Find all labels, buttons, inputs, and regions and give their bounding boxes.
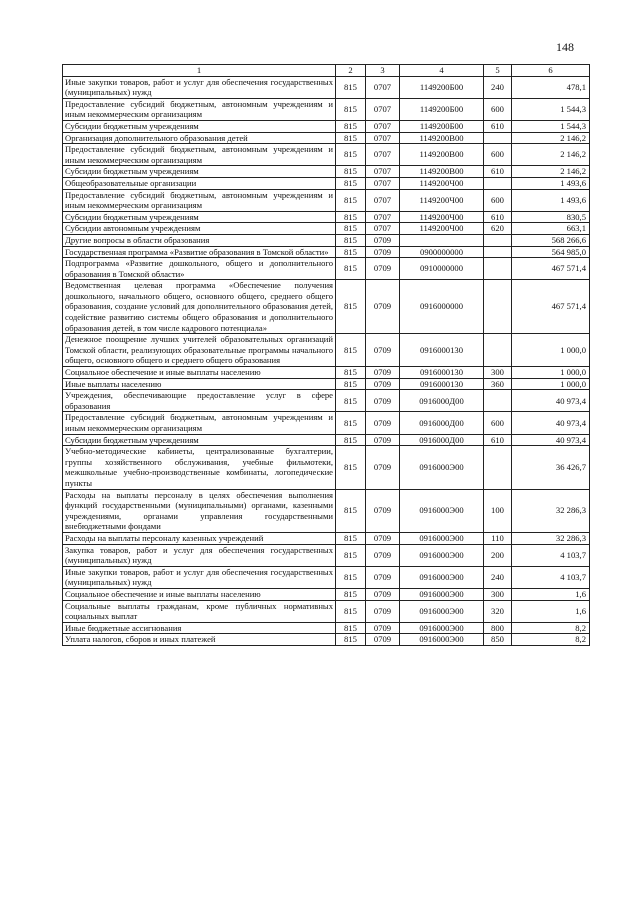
section-code-cell: 0709 — [366, 390, 400, 412]
dept-code-cell: 815 — [336, 622, 366, 634]
section-code-cell: 0707 — [366, 144, 400, 166]
row-name-cell: Субсидии бюджетным учреждениям — [63, 120, 336, 132]
column-header: 2 — [336, 65, 366, 77]
section-code-cell: 0709 — [366, 234, 400, 246]
table-row — [63, 258, 590, 280]
amount-cell: 1 000,0 — [512, 334, 590, 367]
target-article-cell: 1149200Б00 — [400, 76, 484, 98]
row-name-cell: Расходы на выплаты персоналу казенных учреждений — [63, 532, 336, 544]
section-code-cell: 0707 — [366, 177, 400, 189]
header-row — [63, 65, 590, 77]
expense-type-cell: 110 — [484, 532, 512, 544]
section-code-cell: 0709 — [366, 600, 400, 622]
dept-code-cell: 815 — [336, 120, 366, 132]
expense-type-cell: 320 — [484, 600, 512, 622]
target-article-cell: 0916000Э00 — [400, 446, 484, 489]
expense-type-cell: 240 — [484, 566, 512, 588]
row-name-cell: Иные закупки товаров, работ и услуг для обеспечения государственных (муниципальных) нужд — [63, 76, 336, 98]
row-name-cell: Ведомственная целевая программа «Обеспечение получения дошкольного, начального общего, основного общего, среднего общего образования, создание условий для дополнительного образования детей, содействие развитию системы общего образования и дополнительного образования детей, в том числе кадрового потенциала» — [63, 280, 336, 334]
table-row — [63, 367, 590, 379]
section-code-cell: 0709 — [366, 544, 400, 566]
row-name-cell: Другие вопросы в области образования — [63, 234, 336, 246]
amount-cell: 564 985,0 — [512, 246, 590, 258]
row-name-cell: Социальные выплаты гражданам, кроме публичных нормативных социальных выплат — [63, 600, 336, 622]
row-name-cell: Закупка товаров, работ и услуг для обеспечения государственных (муниципальных) нужд — [63, 544, 336, 566]
expense-type-cell: 360 — [484, 378, 512, 390]
target-article-cell: 0916000Э00 — [400, 622, 484, 634]
target-article-cell: 0916000000 — [400, 280, 484, 334]
table-row — [63, 378, 590, 390]
target-article-cell: 1149200Б00 — [400, 120, 484, 132]
target-article-cell: 0916000130 — [400, 378, 484, 390]
section-code-cell: 0707 — [366, 223, 400, 235]
amount-cell: 478,1 — [512, 76, 590, 98]
target-article-cell: 1149200Ч00 — [400, 223, 484, 235]
target-article-cell: 0916000Д00 — [400, 412, 484, 434]
section-code-cell: 0709 — [366, 258, 400, 280]
row-name-cell: Иные выплаты населению — [63, 378, 336, 390]
dept-code-cell: 815 — [336, 223, 366, 235]
target-article-cell: 1149200Ч00 — [400, 189, 484, 211]
amount-cell: 36 426,7 — [512, 446, 590, 489]
table-row — [63, 566, 590, 588]
expense-type-cell: 100 — [484, 489, 512, 532]
expense-type-cell: 610 — [484, 166, 512, 178]
section-code-cell: 0709 — [366, 446, 400, 489]
section-code-cell: 0707 — [366, 98, 400, 120]
dept-code-cell: 815 — [336, 588, 366, 600]
expense-type-cell — [484, 334, 512, 367]
section-code-cell: 0707 — [366, 132, 400, 144]
dept-code-cell: 815 — [336, 600, 366, 622]
target-article-cell: 1149200В00 — [400, 132, 484, 144]
target-article-cell: 0910000000 — [400, 258, 484, 280]
row-name-cell: Субсидии бюджетным учреждениям — [63, 166, 336, 178]
dept-code-cell: 815 — [336, 334, 366, 367]
section-code-cell: 0709 — [366, 246, 400, 258]
amount-cell: 2 146,2 — [512, 144, 590, 166]
amount-cell: 4 103,7 — [512, 544, 590, 566]
expense-type-cell: 620 — [484, 223, 512, 235]
amount-cell: 467 571,4 — [512, 280, 590, 334]
section-code-cell: 0707 — [366, 120, 400, 132]
table-row — [63, 223, 590, 235]
expense-type-cell: 300 — [484, 367, 512, 379]
dept-code-cell: 815 — [336, 177, 366, 189]
amount-cell: 8,2 — [512, 622, 590, 634]
row-name-cell: Уплата налогов, сборов и иных платежей — [63, 634, 336, 646]
table-row — [63, 120, 590, 132]
target-article-cell — [400, 234, 484, 246]
amount-cell: 663,1 — [512, 223, 590, 235]
row-name-cell: Иные бюджетные ассигнования — [63, 622, 336, 634]
row-name-cell: Учреждения, обеспечивающие предоставление услуг в сфере образования — [63, 390, 336, 412]
expense-type-cell: 200 — [484, 544, 512, 566]
row-name-cell: Подпрограмма «Развитие дошкольного, общего и дополнительного образования в Томской области» — [63, 258, 336, 280]
row-name-cell: Социальное обеспечение и иные выплаты населению — [63, 367, 336, 379]
amount-cell: 1 000,0 — [512, 378, 590, 390]
target-article-cell: 0900000000 — [400, 246, 484, 258]
section-code-cell: 0709 — [366, 566, 400, 588]
row-name-cell: Расходы на выплаты персоналу в целях обеспечения выполнения функций государственными (муниципальными) органами, казенными учреждениями, органами управления государственными внебюджетными фондами — [63, 489, 336, 532]
dept-code-cell: 815 — [336, 166, 366, 178]
dept-code-cell: 815 — [336, 189, 366, 211]
dept-code-cell: 815 — [336, 378, 366, 390]
dept-code-cell: 815 — [336, 390, 366, 412]
table-row — [63, 334, 590, 367]
expense-type-cell: 600 — [484, 189, 512, 211]
section-code-cell: 0709 — [366, 367, 400, 379]
target-article-cell: 1149200Ч00 — [400, 177, 484, 189]
dept-code-cell: 815 — [336, 211, 366, 223]
column-header: 1 — [63, 65, 336, 77]
target-article-cell: 1149200В00 — [400, 144, 484, 166]
amount-cell: 2 146,2 — [512, 132, 590, 144]
table-row — [63, 132, 590, 144]
budget-table — [62, 64, 590, 646]
amount-cell: 1 493,6 — [512, 177, 590, 189]
table-row — [63, 588, 590, 600]
section-code-cell: 0709 — [366, 532, 400, 544]
amount-cell: 830,5 — [512, 211, 590, 223]
dept-code-cell: 815 — [336, 280, 366, 334]
dept-code-cell: 815 — [336, 634, 366, 646]
section-code-cell: 0707 — [366, 189, 400, 211]
table-row — [63, 211, 590, 223]
expense-type-cell — [484, 446, 512, 489]
target-article-cell: 1149200В00 — [400, 166, 484, 178]
expense-type-cell: 600 — [484, 412, 512, 434]
page-number: 148 — [556, 40, 574, 54]
table-row — [63, 189, 590, 211]
column-header: 4 — [400, 65, 484, 77]
table-row — [63, 622, 590, 634]
target-article-cell: 1149200Б00 — [400, 98, 484, 120]
amount-cell: 1 544,3 — [512, 98, 590, 120]
section-code-cell: 0709 — [366, 434, 400, 446]
table-row — [63, 412, 590, 434]
dept-code-cell: 815 — [336, 367, 366, 379]
dept-code-cell: 815 — [336, 566, 366, 588]
table-row — [63, 532, 590, 544]
section-code-cell: 0707 — [366, 211, 400, 223]
amount-cell: 467 571,4 — [512, 258, 590, 280]
expense-type-cell: 240 — [484, 76, 512, 98]
dept-code-cell: 815 — [336, 446, 366, 489]
table-row — [63, 280, 590, 334]
dept-code-cell: 815 — [336, 412, 366, 434]
section-code-cell: 0709 — [366, 634, 400, 646]
expense-type-cell: 600 — [484, 144, 512, 166]
amount-cell: 1 544,3 — [512, 120, 590, 132]
dept-code-cell: 815 — [336, 489, 366, 532]
expense-type-cell — [484, 132, 512, 144]
amount-cell: 8,2 — [512, 634, 590, 646]
section-code-cell: 0707 — [366, 76, 400, 98]
row-name-cell: Социальное обеспечение и иные выплаты населению — [63, 588, 336, 600]
target-article-cell: 0916000Э00 — [400, 566, 484, 588]
row-name-cell: Субсидии бюджетным учреждениям — [63, 211, 336, 223]
amount-cell: 40 973,4 — [512, 412, 590, 434]
row-name-cell: Организация дополнительного образования детей — [63, 132, 336, 144]
row-name-cell: Предоставление субсидий бюджетным, автономным учреждениям и иным некоммерческим организациям — [63, 189, 336, 211]
section-code-cell: 0709 — [366, 622, 400, 634]
expense-type-cell — [484, 177, 512, 189]
target-article-cell: 0916000Э00 — [400, 588, 484, 600]
amount-cell: 40 973,4 — [512, 390, 590, 412]
section-code-cell: 0707 — [366, 166, 400, 178]
amount-cell: 32 286,3 — [512, 532, 590, 544]
dept-code-cell: 815 — [336, 246, 366, 258]
table-row — [63, 634, 590, 646]
dept-code-cell: 815 — [336, 234, 366, 246]
target-article-cell: 0916000130 — [400, 334, 484, 367]
table-row — [63, 234, 590, 246]
dept-code-cell: 815 — [336, 132, 366, 144]
target-article-cell: 0916000Э00 — [400, 634, 484, 646]
section-code-cell: 0709 — [366, 489, 400, 532]
amount-cell: 2 146,2 — [512, 166, 590, 178]
target-article-cell: 0916000Э00 — [400, 600, 484, 622]
dept-code-cell: 815 — [336, 98, 366, 120]
section-code-cell: 0709 — [366, 588, 400, 600]
expense-type-cell: 610 — [484, 434, 512, 446]
dept-code-cell: 815 — [336, 76, 366, 98]
column-header: 5 — [484, 65, 512, 77]
table-row — [63, 446, 590, 489]
table-row — [63, 98, 590, 120]
table-row — [63, 166, 590, 178]
row-name-cell: Субсидии автономным учреждениям — [63, 223, 336, 235]
dept-code-cell: 815 — [336, 434, 366, 446]
table-row — [63, 144, 590, 166]
column-header: 6 — [512, 65, 590, 77]
expense-type-cell: 610 — [484, 120, 512, 132]
amount-cell: 4 103,7 — [512, 566, 590, 588]
dept-code-cell: 815 — [336, 258, 366, 280]
amount-cell: 1 493,6 — [512, 189, 590, 211]
table-row — [63, 76, 590, 98]
table-row — [63, 544, 590, 566]
amount-cell: 568 266,6 — [512, 234, 590, 246]
section-code-cell: 0709 — [366, 334, 400, 367]
target-article-cell: 0916000Э00 — [400, 532, 484, 544]
dept-code-cell: 815 — [336, 544, 366, 566]
row-name-cell: Предоставление субсидий бюджетным, автономным учреждениям и иным некоммерческим организациям — [63, 144, 336, 166]
dept-code-cell: 815 — [336, 144, 366, 166]
target-article-cell: 0916000Э00 — [400, 544, 484, 566]
expense-type-cell — [484, 280, 512, 334]
section-code-cell: 0709 — [366, 280, 400, 334]
amount-cell: 1,6 — [512, 588, 590, 600]
row-name-cell: Субсидии бюджетным учреждениям — [63, 434, 336, 446]
row-name-cell: Общеобразовательные организации — [63, 177, 336, 189]
table-row — [63, 246, 590, 258]
row-name-cell: Иные закупки товаров, работ и услуг для обеспечения государственных (муниципальных) нужд — [63, 566, 336, 588]
table-row — [63, 177, 590, 189]
expense-type-cell — [484, 246, 512, 258]
table-row — [63, 600, 590, 622]
target-article-cell: 0916000130 — [400, 367, 484, 379]
expense-type-cell — [484, 258, 512, 280]
expense-type-cell: 600 — [484, 98, 512, 120]
expense-type-cell — [484, 234, 512, 246]
table-row — [63, 434, 590, 446]
row-name-cell: Денежное поощрение лучших учителей образовательных организаций Томской области, реализующих образовательные программы начального общего, основного общего и среднего общего образования — [63, 334, 336, 367]
target-article-cell: 0916000Д00 — [400, 434, 484, 446]
expense-type-cell — [484, 390, 512, 412]
amount-cell: 1 000,0 — [512, 367, 590, 379]
expense-type-cell: 800 — [484, 622, 512, 634]
expense-type-cell: 850 — [484, 634, 512, 646]
row-name-cell: Предоставление субсидий бюджетным, автономным учреждениям и иным некоммерческим организациям — [63, 412, 336, 434]
dept-code-cell: 815 — [336, 532, 366, 544]
row-name-cell: Учебно-методические кабинеты, централизованные бухгалтерии, группы хозяйственного обслуживания, учебные фильмотеки, межшкольные учебно-производственные комбинаты, логопедические пункты — [63, 446, 336, 489]
amount-cell: 32 286,3 — [512, 489, 590, 532]
expense-type-cell: 300 — [484, 588, 512, 600]
amount-cell: 1,6 — [512, 600, 590, 622]
row-name-cell: Предоставление субсидий бюджетным, автономным учреждениям и иным некоммерческим организациям — [63, 98, 336, 120]
column-header: 3 — [366, 65, 400, 77]
table-row — [63, 489, 590, 532]
target-article-cell: 0916000Д00 — [400, 390, 484, 412]
section-code-cell: 0709 — [366, 412, 400, 434]
section-code-cell: 0709 — [366, 378, 400, 390]
expense-type-cell: 610 — [484, 211, 512, 223]
table-row — [63, 390, 590, 412]
amount-cell: 40 973,4 — [512, 434, 590, 446]
target-article-cell: 1149200Ч00 — [400, 211, 484, 223]
target-article-cell: 0916000Э00 — [400, 489, 484, 532]
row-name-cell: Государственная программа «Развитие образования в Томской области» — [63, 246, 336, 258]
